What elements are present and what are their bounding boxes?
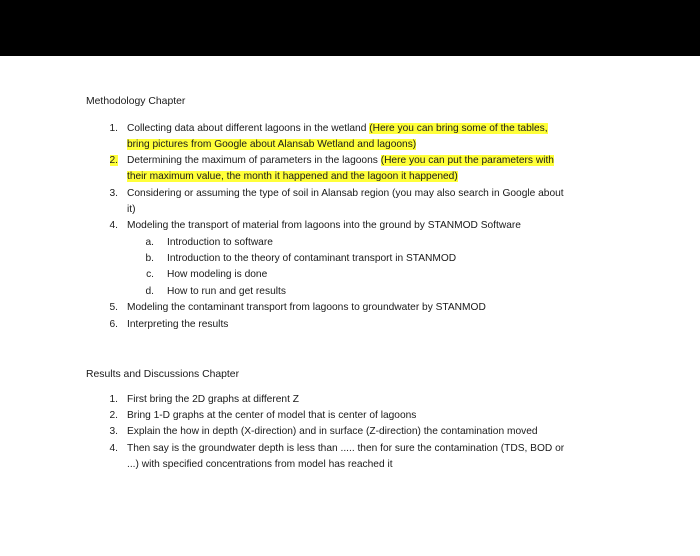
method-item-3-number: 3. [109,188,118,199]
method-item-5-number: 5. [109,302,118,313]
method-item-1-line-1: Collecting data about different lagoons in the wetland (Here you can bring some of the tables, [127,123,548,134]
method-item-1-line-2 [127,138,416,152]
method-item-4-number: 4. [109,220,118,231]
highlighted-text: bring pictures from Google about Alansab Wetland and lagoons) [127,139,417,150]
method-item-1-number: 1. [109,123,118,134]
method-item-2-number: 2. [109,155,118,166]
subitem-a-text: Introduction to software [167,237,273,248]
subitem-c-text: How modeling is done [167,269,268,280]
methodology-heading: Methodology Chapter [86,96,186,107]
method-item-6-number: 6. [109,319,118,330]
method-item-6-text: Interpreting the results [127,319,229,330]
results-item-2-number: 2. [109,410,118,421]
results-heading: Results and Discussions Chapter [86,369,240,380]
results-item-3-text: Explain the how in depth (X-direction) and in surface (Z-direction) the contamination moved [127,426,538,437]
results-item-3-number: 3. [109,426,118,437]
highlighted-text: (Here you can put the parameters with [380,155,554,166]
results-item-1-text: First bring the 2D graphs at different Z [127,394,299,405]
results-item-4-line-2: ...) with specified concentrations from model has reached it [127,459,393,470]
subitem-d-letter: d. [145,286,154,297]
method-item-3-line-1: Considering or assuming the type of soil in Alansab region (you may also search in Google about [127,188,564,199]
subitem-b-letter: b. [145,253,154,264]
highlighted-text: their maximum value, the month it happened and the lagoon it happened) [127,171,458,182]
subitem-b-text: Introduction to the theory of contaminant transport in STANMOD [167,253,457,264]
method-item-2-line-2 [127,170,458,184]
method-item-4-line-1: Modeling the transport of material from lagoons into the ground by STANMOD Software [127,220,521,231]
subitem-c-letter: c. [146,269,154,280]
highlighted-text: (Here you can bring some of the tables, [369,123,548,134]
results-item-4-line-1: Then say is the groundwater depth is less than ..... then for sure the contamination (TDS, BOD or [127,443,565,454]
results-item-1-number: 1. [109,394,118,405]
top-black-bar [0,0,700,56]
results-item-2-text: Bring 1-D graphs at the center of model that is center of lagoons [127,410,417,421]
method-item-5-text: Modeling the contaminant transport from lagoons to groundwater by STANMOD [127,302,486,313]
subitem-a-letter: a. [145,237,154,248]
subitem-d-text: How to run and get results [167,286,286,297]
results-item-4-number: 4. [109,443,118,454]
document-page [0,56,700,556]
method-item-2-line-1: Determining the maximum of parameters in the lagoons (Here you can put the parameters with [127,155,554,166]
method-item-3-line-2: it) [127,204,136,215]
